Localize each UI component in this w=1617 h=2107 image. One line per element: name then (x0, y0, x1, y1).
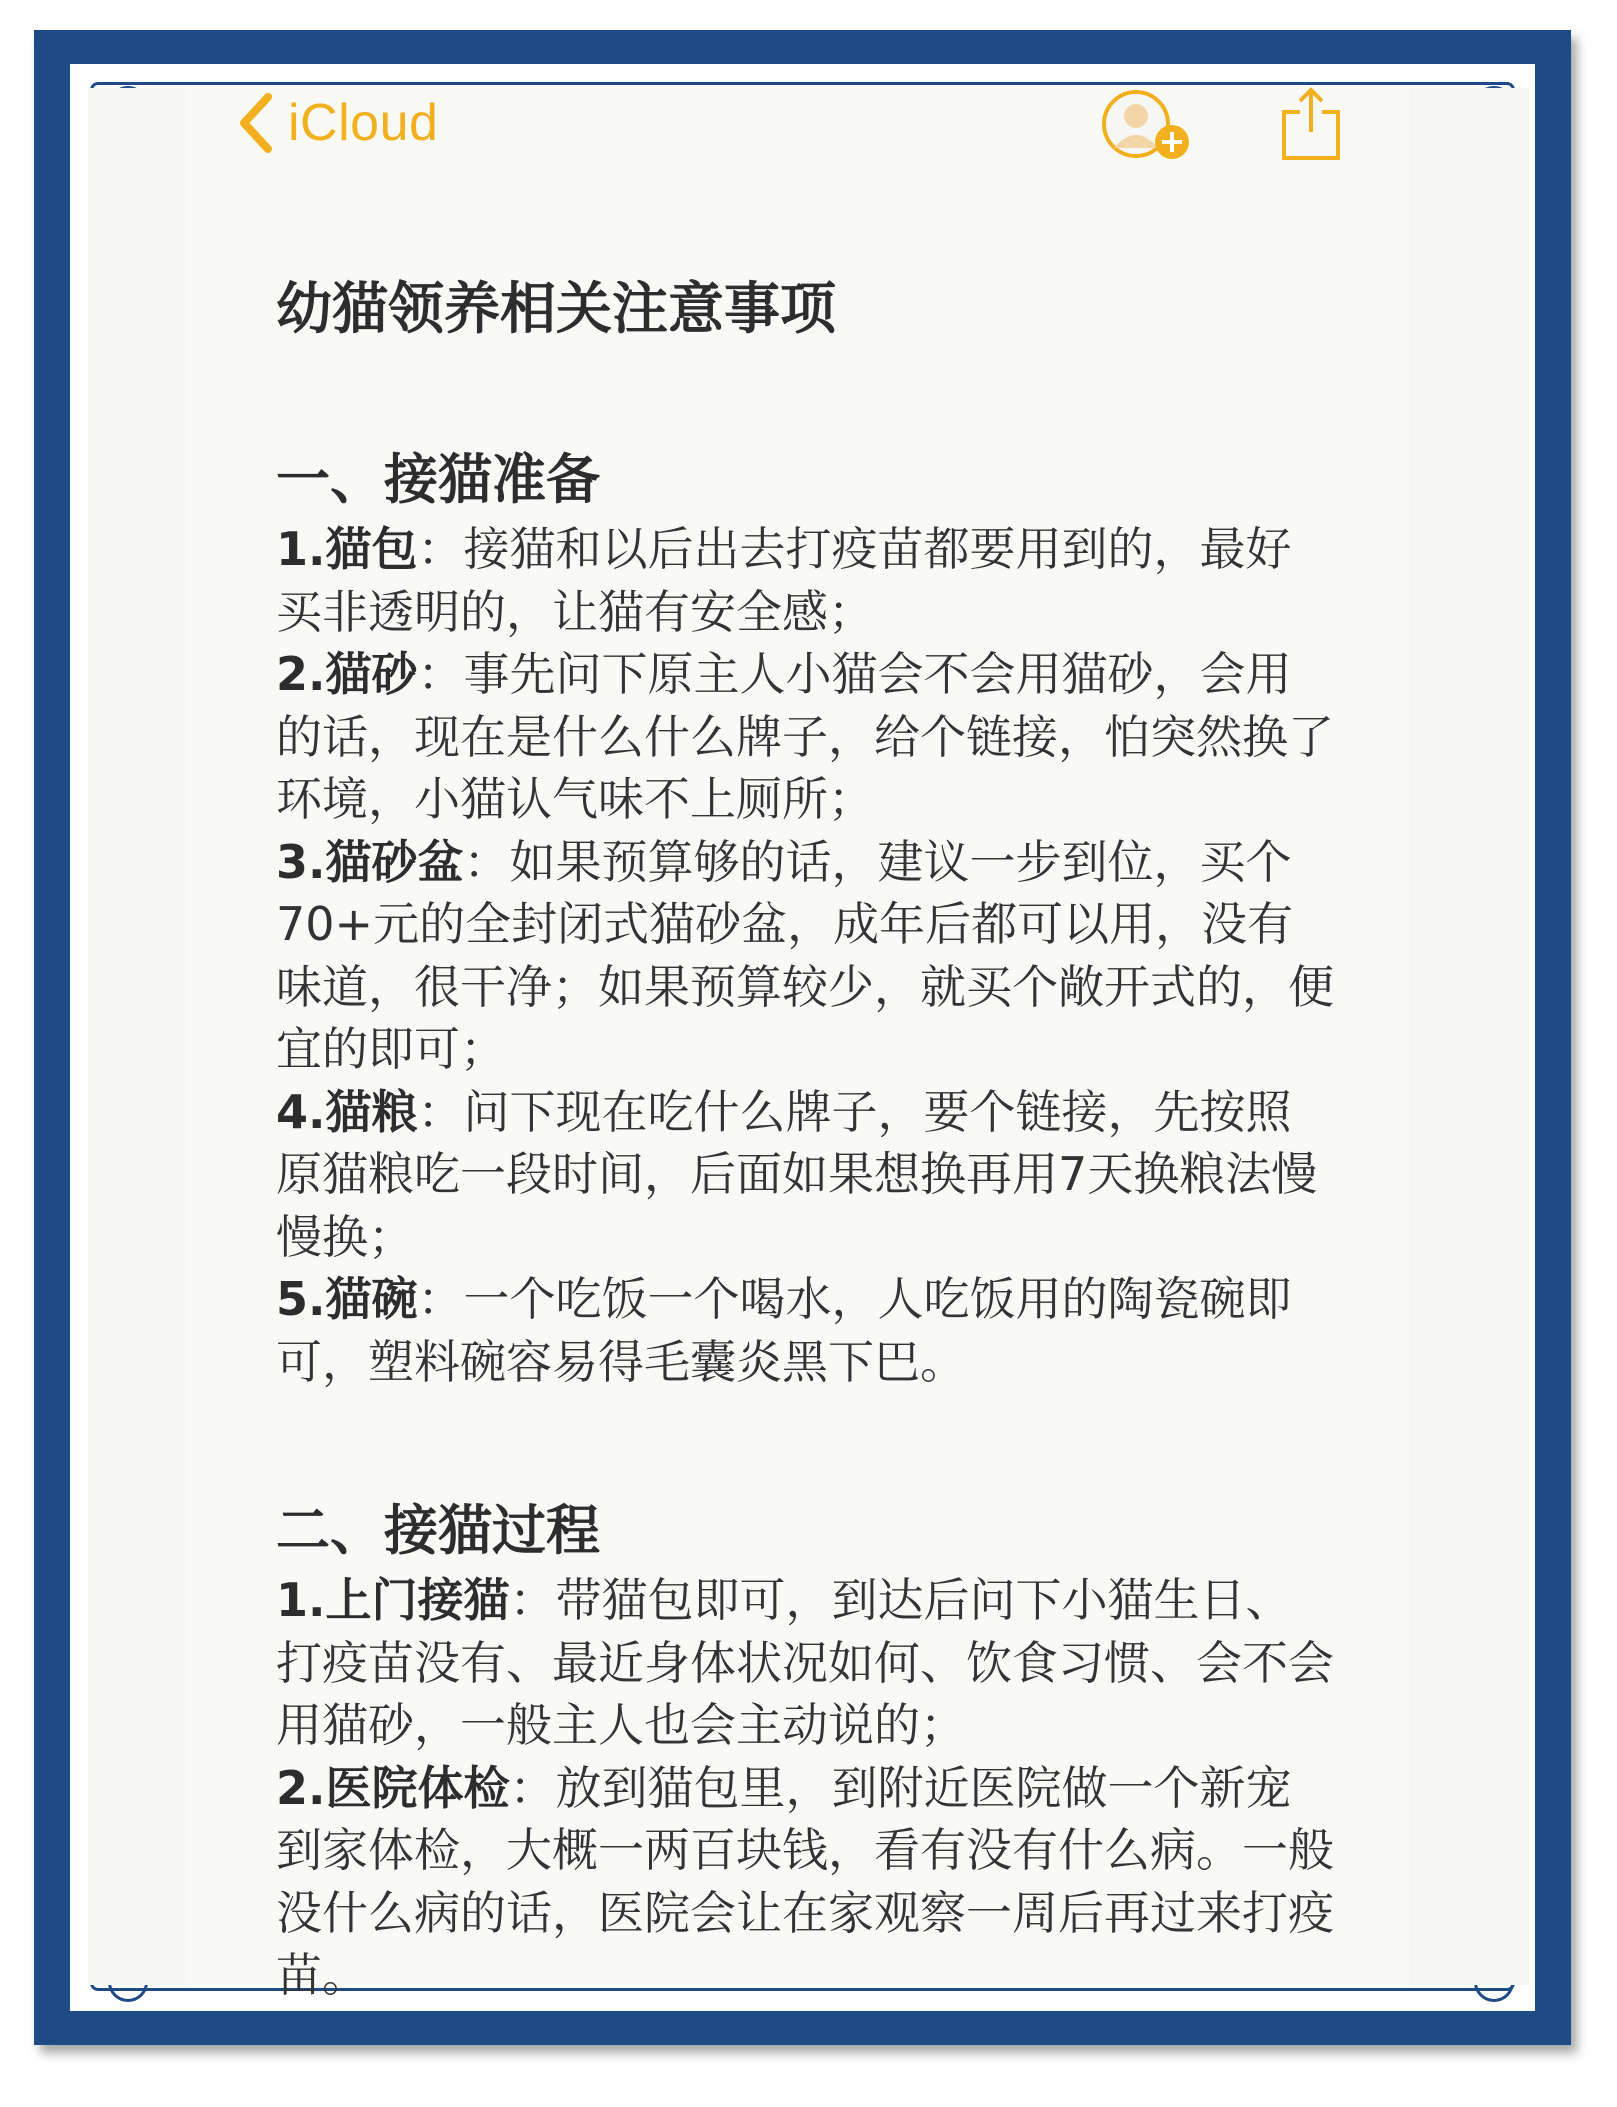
back-button[interactable] (236, 88, 438, 158)
chevron-left-icon (236, 91, 274, 155)
item-label: 5.猫碗 (276, 1272, 417, 1326)
item-label: 2.医院体检 (276, 1761, 509, 1815)
list-item (276, 1757, 1336, 2007)
section-heading: 一、接猫准备 (276, 442, 1336, 518)
list-item (276, 831, 1336, 1081)
item-text: ：放到猫包里，到附近医院做一个新宠到家体检，大概一两百块钱，看有没有什么病。一般没什么病的话，医院会让在家观察一周后再过来打疫苗。 (276, 1761, 1334, 2003)
note-section (276, 1493, 1336, 2007)
section-heading: 二、接猫过程 (276, 1493, 1336, 1569)
share-icon[interactable] (1280, 86, 1342, 162)
item-label: 4.猫粮 (276, 1085, 417, 1139)
item-text: ：问下现在吃什么牌子，要个链接，先按照原猫粮吃一段时间，后面如果想换再用7天换粮法慢慢换； (276, 1085, 1317, 1264)
item-label: 2.猫砂 (276, 647, 417, 701)
back-button-label: iCloud (288, 93, 438, 153)
note-content (276, 270, 1336, 2107)
item-label: 1.猫包 (276, 522, 417, 576)
list-item (276, 1268, 1336, 1393)
item-text: ：带猫包即可，到达后问下小猫生日、打疫苗没有、最近身体状况如何、饮食习惯、会不会用猫砂，一般主人也会主动说的； (276, 1573, 1334, 1752)
list-item (276, 643, 1336, 831)
list-item (276, 1569, 1336, 1757)
item-text: ：接猫和以后出去打疫苗都要用到的，最好买非透明的，让猫有安全感； (276, 522, 1291, 639)
item-label: 1.上门接猫 (276, 1573, 509, 1627)
list-item (276, 1081, 1336, 1269)
item-label: 3.猫砂盆 (276, 835, 463, 889)
item-text: ：一个吃饭一个喝水，人吃饭用的陶瓷碗即可，塑料碗容易得毛囊炎黑下巴。 (276, 1272, 1291, 1389)
list-item (276, 518, 1336, 643)
item-text: ：事先问下原主人小猫会不会用猫砂，会用的话，现在是什么什么牌子，给个链接，怕突然换了环境，小猫认气味不上厕所； (276, 647, 1334, 826)
add-person-icon[interactable] (1098, 86, 1198, 166)
note-title: 幼猫领养相关注意事项 (276, 270, 1336, 350)
item-text: ：如果预算够的话，建议一步到位，买个70+元的全封闭式猫砂盆，成年后都可以用，没有味道，很干净；如果预算较少，就买个敞开式的，便宜的即可； (276, 835, 1334, 1077)
note-section (276, 442, 1336, 1393)
